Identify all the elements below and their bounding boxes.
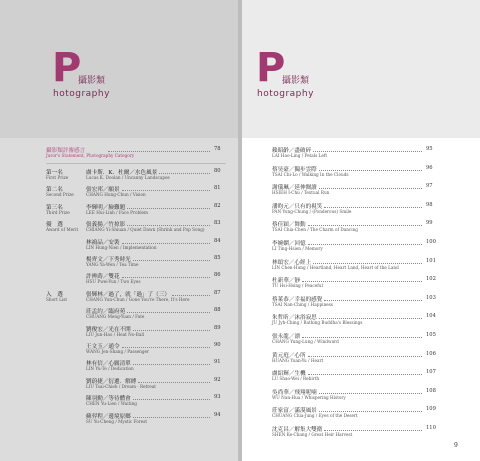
toc-entry-title-en: TSAI Chia-Chen / The Charm of Dancing bbox=[272, 227, 358, 233]
toc-entry-page: 90 bbox=[214, 342, 221, 348]
toc-entry-leader bbox=[319, 188, 422, 189]
toc-entry-title-en: CHANG Yun-Chun / Gone You're There, It's Here bbox=[86, 296, 190, 302]
toc-entry-page: 110 bbox=[426, 425, 436, 431]
right-header-label-cn: 攝影類 bbox=[282, 76, 310, 86]
section-title-cn: 攝影類評審感言 bbox=[46, 148, 86, 154]
toc-entry-title-cn: 吳尚華／飛翔呢喃 bbox=[272, 389, 317, 396]
left-header-band bbox=[0, 0, 238, 138]
toc-entry-title-cn: 李輝明／臉難題 bbox=[86, 204, 126, 211]
toc-entry-title-cn: 潘昀元／只有的視笑 bbox=[272, 203, 323, 210]
category-label-cn: 入 選 bbox=[46, 291, 63, 298]
toc-entry-leader bbox=[313, 263, 422, 264]
toc-entry-page: 84 bbox=[214, 237, 221, 244]
toc-entry-page: 80 bbox=[214, 168, 221, 174]
toc-entry-title-en: JU Jyh-Ching / Bathing Buddha's Blessings bbox=[272, 320, 363, 326]
toc-entry-title-en: LEE Hui-Linh / Face Problem bbox=[86, 209, 148, 215]
toc-entry-leader bbox=[138, 382, 210, 383]
toc-entry-title-cn: 杜新華／靜 bbox=[272, 278, 300, 285]
toc-entry-leader bbox=[308, 225, 422, 226]
toc-entry-leader bbox=[313, 151, 422, 152]
toc-entry-title-en: PAN Yung-Chung / (Ponderous) Smile bbox=[272, 208, 352, 214]
toc-entry-title-en: LU Shao-Wei / Rebirth bbox=[272, 376, 320, 382]
toc-entry-title-en: LIN Chen-Hung / Heartland, Heart Land, Heart of the Land bbox=[272, 264, 399, 270]
toc-entry-title-en: TSAI Chi-Lo / Walking In the Clouds bbox=[272, 171, 349, 177]
toc-entry-page: 99 bbox=[426, 220, 433, 227]
toc-entry-title-cn: 陳羽勳／等待體會 bbox=[86, 396, 131, 403]
toc-entry-title-en: LAI Hao-Ling / Petals Left bbox=[272, 153, 328, 158]
toc-entry-page: 81 bbox=[214, 185, 221, 192]
toc-entry-page: 102 bbox=[426, 276, 436, 283]
category-label-en: Award of Merit bbox=[46, 227, 79, 233]
toc-entry-leader bbox=[302, 337, 422, 338]
toc-entry-title-cn: 莊家富／滿漠風景 bbox=[272, 408, 317, 415]
toc-entry-title-en: CHIANG Yi-Shiuan / Quiet Dawn (Shrink and Pop Song) bbox=[86, 227, 205, 233]
category-label-en: Short List bbox=[46, 296, 68, 302]
toc-entry-title-en: SHEN Ke-Chang / Great Heir Harvest bbox=[272, 432, 353, 437]
toc-entry-page: 87 bbox=[214, 289, 221, 296]
toc-entry-leader bbox=[133, 364, 210, 365]
toc-entry-leader bbox=[324, 207, 422, 208]
category-label-en: Third Prize bbox=[46, 209, 70, 215]
toc-entry-leader bbox=[133, 399, 210, 400]
toc-entry-leader bbox=[319, 170, 422, 171]
toc-entry-title-cn: 張永龍／漂 bbox=[272, 334, 300, 340]
left-header-label-cn: 攝影類 bbox=[78, 76, 106, 86]
toc-entry-title-en: CHUANG Chia-Jung / Eyes of the Desert bbox=[272, 413, 358, 419]
left-toc bbox=[46, 146, 226, 456]
toc-entry-title-en: LIU Tsai-Chieh / Dream · Retreat bbox=[86, 383, 156, 389]
category-label-cn: 第一名 bbox=[46, 170, 63, 176]
toc-entry-leader bbox=[319, 411, 422, 412]
section-title-page: 78 bbox=[214, 146, 221, 152]
toc-entry-page: 92 bbox=[214, 376, 221, 383]
toc-entry-title-cn: 許辨蒔／雙花 bbox=[86, 274, 120, 281]
toc-entry-leader bbox=[133, 417, 210, 418]
toc-entry-leader bbox=[324, 300, 422, 301]
toc-entry-title-en: LIU Jun-Hao / Heat No-Ball bbox=[86, 331, 145, 337]
toc-entry-title-en: TSAI Nan-Ching / Happiness bbox=[272, 301, 333, 307]
toc-entry-page: 107 bbox=[426, 369, 436, 376]
toc-entry-title-en: LIN Yu-Te / Dedication bbox=[86, 366, 134, 372]
page-number: 9 bbox=[454, 442, 458, 449]
toc-entry-title-cn: 謝儀珮／延伸閱讀 bbox=[272, 185, 317, 192]
toc-entry-title-cn: 蔡佳穎／舞動 bbox=[272, 222, 306, 229]
left-header-letter: P bbox=[52, 45, 82, 91]
toc-entry-leader bbox=[133, 330, 210, 331]
toc-entry-leader bbox=[308, 244, 422, 245]
toc-entry-leader bbox=[172, 295, 210, 296]
section-title-leader bbox=[108, 151, 210, 152]
toc-entry-leader bbox=[133, 260, 210, 261]
toc-entry-title-cn: 楊齊文／下秀時光 bbox=[86, 257, 131, 263]
toc-entry-title-en: HSIEH I-Chu / Textual Run bbox=[272, 190, 330, 196]
toc-entry-title-en: SU Yu-Cheng / Mystic Forest bbox=[86, 418, 148, 424]
toc-entry-page: 88 bbox=[214, 307, 221, 314]
toc-entry-title-cn: 朱哲昕／沐浴寂思 bbox=[272, 315, 317, 322]
toc-entry-title-cn: 張輝林／過了，就「過」了（三） bbox=[86, 291, 170, 298]
toc-entry-title-en: LIN Hung-Nien / Implementation bbox=[86, 244, 157, 250]
toc-entry-title-cn: 盧紹輝／生機 bbox=[272, 371, 306, 378]
toc-entry-title-cn: 林有信／心願清單 bbox=[86, 361, 131, 368]
toc-entry-title-cn: 黃元庭／心所 bbox=[272, 352, 306, 359]
toc-entry-leader bbox=[319, 318, 422, 319]
category-label-cn: 第三名 bbox=[46, 204, 63, 211]
toc-entry-title-cn: 賴昭齡／盡破碎 bbox=[272, 148, 312, 154]
toc-entry-leader bbox=[122, 243, 210, 244]
toc-entry-title-en: CHUANG Meng-Yuan / Fate bbox=[86, 314, 145, 320]
toc-entry-title-cn: 劉俊宏／光在不開 bbox=[86, 326, 131, 333]
toc-entry-leader bbox=[308, 356, 422, 357]
toc-entry-title-cn: 蘇羿程／邊境原鄉 bbox=[86, 413, 131, 420]
left-header-label-en: hotography bbox=[53, 89, 110, 99]
toc-entry-leader bbox=[302, 281, 422, 282]
toc-entry-title-en: YANG Ya-Wen / Tea Time bbox=[86, 262, 139, 267]
category-label-cn: 優 選 bbox=[46, 222, 63, 229]
toc-entry-leader bbox=[122, 347, 210, 348]
toc-entry-title-cn: 盧卡斯．K．杜爾／水色風景 bbox=[86, 170, 158, 176]
right-toc bbox=[272, 146, 442, 456]
toc-entry-title-en: CHANG Yung-Lung / Windward bbox=[272, 339, 339, 344]
section-divider bbox=[46, 163, 226, 164]
toc-entry-title-cn: 林頌宏／心經上 bbox=[272, 259, 312, 266]
toc-entry-title-en: HUANG Yuan-Yu / Heart bbox=[272, 357, 324, 363]
toc-entry-title-cn: 張宏邦／願景 bbox=[86, 187, 120, 194]
toc-entry-page: 95 bbox=[426, 146, 433, 152]
toc-entry-title-en: CHEN Yu-Lien / Waiting bbox=[86, 401, 137, 407]
toc-entry-page: 91 bbox=[214, 359, 221, 366]
toc-entry-title-cn: 劉蔚捷／衍遷．解縛 bbox=[86, 378, 137, 385]
category-label-en: Second Prize bbox=[46, 192, 74, 198]
toc-entry-page: 106 bbox=[426, 350, 436, 357]
toc-entry-page: 94 bbox=[214, 411, 221, 418]
right-header-letter: P bbox=[256, 45, 286, 91]
toc-entry-page: 85 bbox=[214, 255, 221, 261]
toc-entry-leader bbox=[122, 190, 210, 191]
toc-entry-title-en: TU Hsi-Hsing / Peaceful bbox=[272, 283, 323, 289]
toc-entry-page: 103 bbox=[426, 294, 436, 301]
toc-entry-page: 83 bbox=[214, 220, 221, 227]
toc-entry-leader bbox=[308, 374, 422, 375]
toc-entry-leader bbox=[127, 312, 210, 313]
toc-entry-title-cn: 蔡萊恭／幸福的感覺 bbox=[272, 296, 323, 303]
category-label-en: First Prize bbox=[46, 175, 69, 180]
right-header-label-en: hotography bbox=[257, 89, 314, 99]
toc-entry-page: 93 bbox=[214, 394, 221, 401]
toc-entry-leader bbox=[122, 277, 210, 278]
toc-entry-title-en: WU Nan-Hua / Whispering History bbox=[272, 394, 346, 400]
toc-entry-leader bbox=[319, 393, 422, 394]
toc-entry-title-en: WANG Jen-Shang / Passenger bbox=[86, 349, 150, 354]
toc-entry-title-en: HSU Pwei-Yun / Two Eyes bbox=[86, 279, 141, 285]
toc-entry-title-en: LI Ting-Hsien / Memory bbox=[272, 246, 323, 251]
section-title-en: Juror's Statement, Photography Category bbox=[46, 153, 135, 158]
toc-entry-page: 86 bbox=[214, 272, 221, 279]
toc-entry-leader bbox=[127, 208, 210, 209]
toc-entry-title-cn: 林鴻品／安裝 bbox=[86, 239, 120, 246]
toc-entry-title-cn: 莊孟約／臨府苑 bbox=[86, 309, 126, 316]
toc-entry-leader bbox=[324, 430, 422, 431]
toc-entry-page: 96 bbox=[426, 164, 433, 171]
toc-entry-page: 100 bbox=[426, 239, 436, 245]
toc-entry-leader bbox=[159, 173, 210, 174]
toc-entry-title-en: Lucas K. Doolan / Uncanny Landscapes bbox=[86, 175, 170, 180]
toc-entry-page: 108 bbox=[426, 387, 436, 394]
toc-entry-title-cn: 蔡昊豪／獨步雲際 bbox=[272, 166, 317, 173]
toc-entry-page: 104 bbox=[426, 313, 436, 320]
toc-entry-page: 101 bbox=[426, 257, 436, 264]
toc-entry-page: 97 bbox=[426, 183, 433, 190]
toc-entry-title-cn: 沈克昌／解集大雙衛 bbox=[272, 427, 323, 433]
toc-entry-page: 89 bbox=[214, 324, 221, 331]
toc-entry-title-cn: 李婉嫻／回憶 bbox=[272, 241, 306, 247]
toc-entry-title-cn: 張義揚／竹掠影 bbox=[86, 222, 126, 229]
toc-entry-title-en: CHANG Hung-Chun / Vision bbox=[86, 192, 146, 198]
toc-entry-page: 98 bbox=[426, 201, 433, 208]
toc-entry-page: 105 bbox=[426, 332, 436, 338]
category-label-cn: 第二名 bbox=[46, 187, 63, 194]
toc-entry-page: 109 bbox=[426, 406, 436, 413]
toc-entry-page: 82 bbox=[214, 202, 221, 209]
toc-entry-title-cn: 王文玉／通令 bbox=[86, 344, 120, 350]
toc-entry-leader bbox=[127, 225, 210, 226]
